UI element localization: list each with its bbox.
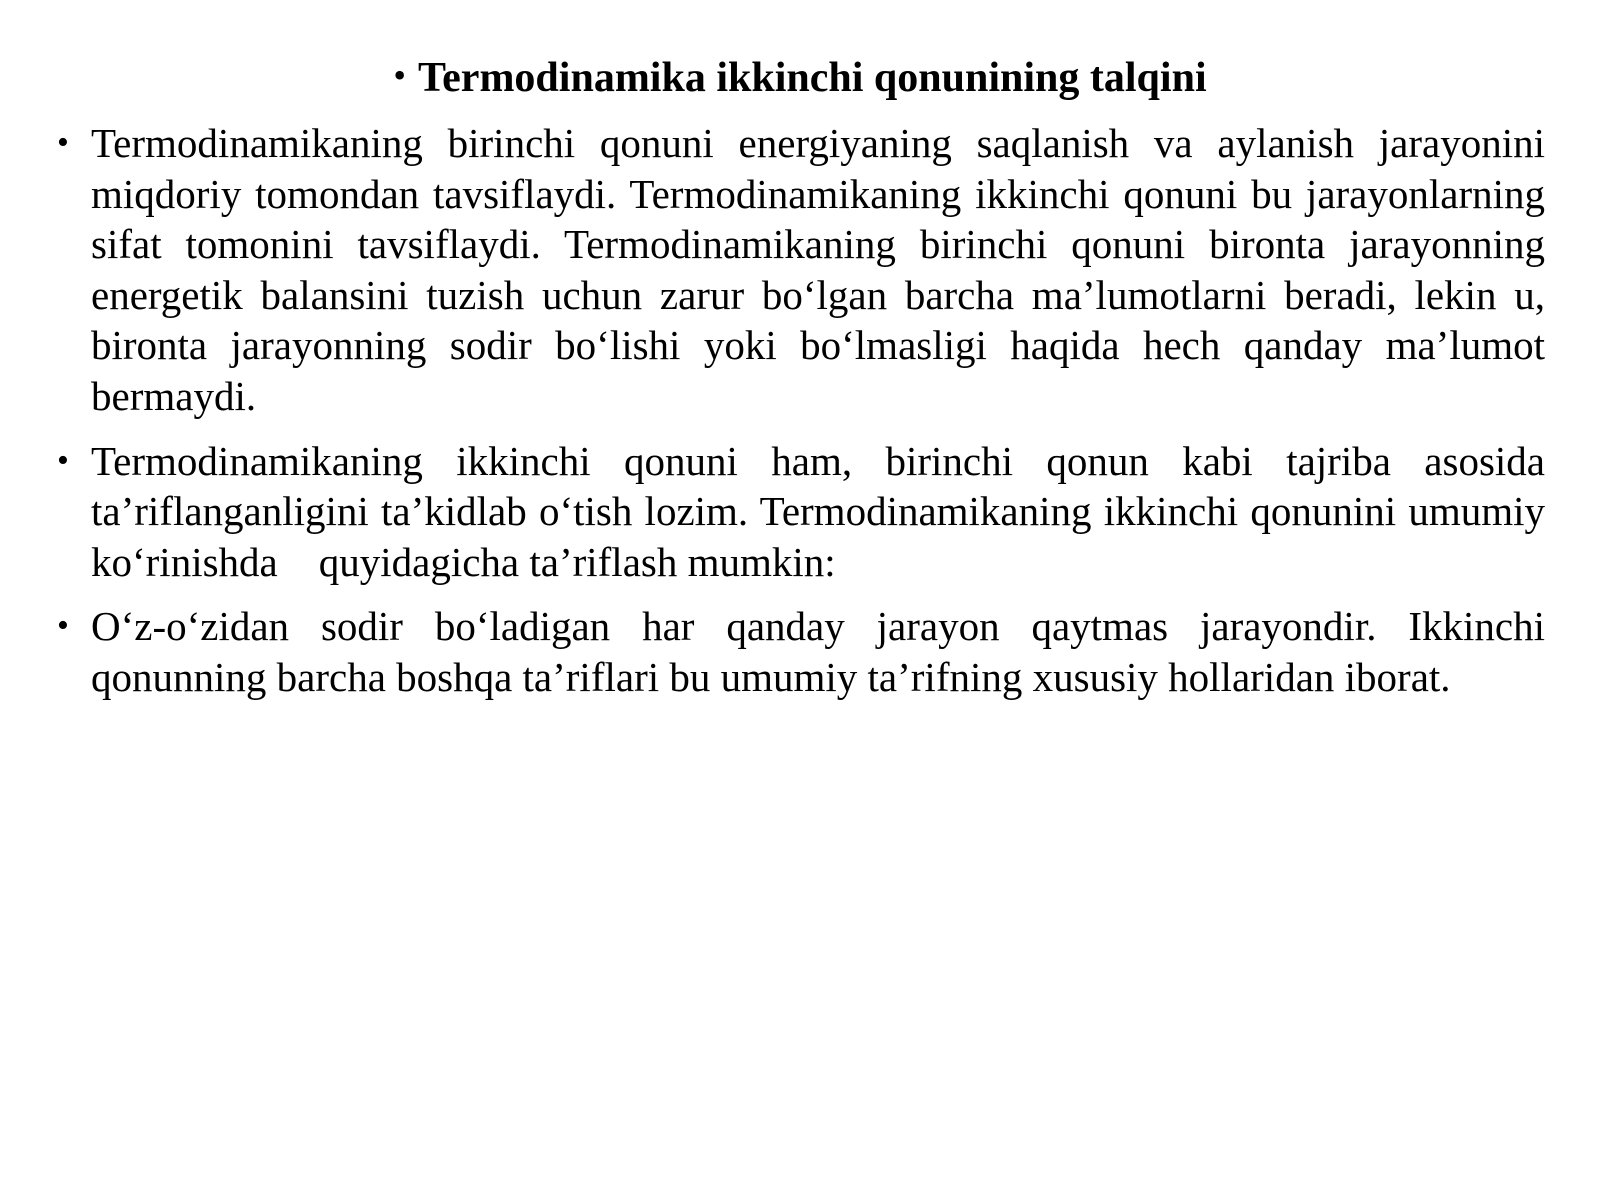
bullet-glyph: • [57, 124, 69, 161]
bullet-glyph: • [57, 607, 69, 645]
slide-title-row [0, 52, 1600, 105]
bullet-paragraph-1 [55, 118, 1545, 422]
bullet-paragraph-3 [55, 601, 1545, 702]
slide-body [55, 118, 1556, 717]
bullet-glyph: • [57, 441, 69, 479]
paragraph-text: Termodinamikaning ikkinchi qonuni ham, birinchi qonun kabi tajriba asosida ta’riflanganligini ta’kidlab o‘tish lozim. Termodinamikaning ikkinchi qonunini umumiy ko‘rinishda quyidagicha ta’riflash mumkin: [91, 437, 1556, 585]
paragraph-text: Termodinamikaning birinchi qonuni energiyaning saqlanish va aylanish jarayonini miqdoriy tomondan tavsiflaydi. Termodinamikaning ikkinchi qonuni bu jarayonlarning sifat tomonini tavsiflaydi. Termodinamikaning birinchi qonuni bironta jarayonning energetik balansini tuzish uchun zarur bo‘lgan barcha ma’lumotlarni beradi, lekin u, bironta jarayonning sodir bo‘lishi yoki bo‘lmasligi haqida hech qanday ma’lumot bermaydi. [91, 120, 1545, 419]
title-bullet: • [393, 55, 406, 95]
slide-title: Termodinamika ikkinchi qonunining talqini [418, 55, 1207, 101]
paragraph-text: O‘z-o‘zidan sodir bo‘ladigan har qanday jarayon qaytmas jarayondir. Ikkinchi qonunning barcha boshqa ta’riflari bu umumiy ta’rifning xususiy hollaridan iborat. [91, 603, 1545, 700]
bullet-paragraph-2 [55, 436, 1556, 588]
